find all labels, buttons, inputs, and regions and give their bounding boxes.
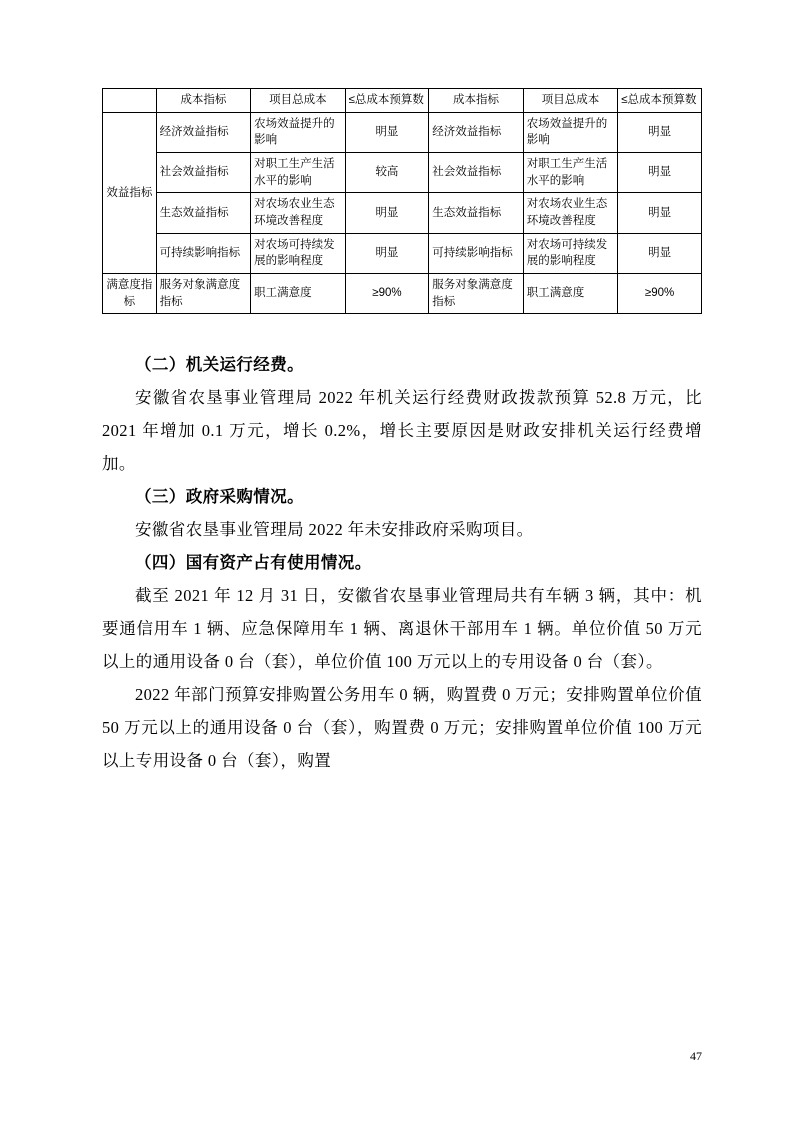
table-row <box>103 112 702 152</box>
row-category-cell: 满意度指标 <box>103 274 157 314</box>
table-row <box>103 193 702 233</box>
section-heading-operating-expenses: （二）机关运行经费。 <box>135 355 304 375</box>
table-cell: 社会效益指标 <box>429 153 523 193</box>
table-cell: 对农场农业生态环境改善程度 <box>251 193 345 233</box>
paragraph-operating-expenses: 安徽省农垦事业管理局 2022 年机关运行经费财政拨款预算 52.8 万元，比 2021 年增加 0.1 万元，增长 0.2%，增长主要原因是财政安排机关运行经费增加。 <box>102 388 702 474</box>
table-cell: 对职工生产生活水平的影响 <box>523 153 617 193</box>
table-cell: 明显 <box>345 112 429 152</box>
paragraph-government-procurement: 安徽省农垦事业管理局 2022 年未安排政府采购项目。 <box>135 520 534 540</box>
table-cell: 明显 <box>618 112 702 152</box>
table-cell: 对农场可持续发展的影响程度 <box>523 233 617 273</box>
performance-metrics-table <box>102 88 702 314</box>
page-number: 47 <box>690 1049 702 1063</box>
table-row <box>103 233 702 273</box>
paragraph-state-assets-current: 截至 2021 年 12 月 31 日，安徽省农垦事业管理局共有车辆 3 辆，其中：机要通信用车 1 辆、应急保障用车 1 辆、离退休干部用车 1 辆。单位价值 50 万元以上的通用设备 0 台（套），单位价值 100 万元以上的专用设备 0 台（套）。 <box>102 586 702 672</box>
table-cell: 生态效益指标 <box>429 193 523 233</box>
table-header-cell: ≤总成本预算数 <box>345 89 429 113</box>
table-cell: 明显 <box>345 193 429 233</box>
table-cell: 对职工生产生活水平的影响 <box>251 153 345 193</box>
table-cell: 职工满意度 <box>251 274 345 314</box>
table-header-row <box>103 89 702 113</box>
table-cell: 可持续影响指标 <box>156 233 250 273</box>
table-cell: 服务对象满意度指标 <box>429 274 523 314</box>
table-cell: 明显 <box>345 233 429 273</box>
table-cell: 可持续影响指标 <box>429 233 523 273</box>
table-header-cell: ≤总成本预算数 <box>618 89 702 113</box>
table-header-cell: 成本指标 <box>429 89 523 113</box>
table-cell: 较高 <box>345 153 429 193</box>
table-header-cell: 项目总成本 <box>251 89 345 113</box>
table-header-cell <box>103 89 157 113</box>
table-cell: 明显 <box>618 153 702 193</box>
table-header-cell: 项目总成本 <box>523 89 617 113</box>
table-cell: 明显 <box>618 193 702 233</box>
table-cell: 经济效益指标 <box>429 112 523 152</box>
table-cell: 农场效益提升的影响 <box>251 112 345 152</box>
section-heading-state-assets: （四）国有资产占有使用情况。 <box>135 553 372 573</box>
table-cell: 服务对象满意度指标 <box>156 274 250 314</box>
section-heading-government-procurement: （三）政府采购情况。 <box>135 487 304 507</box>
table-cell: 对农场农业生态环境改善程度 <box>523 193 617 233</box>
table-cell: 社会效益指标 <box>156 153 250 193</box>
table-header-cell: 成本指标 <box>156 89 250 113</box>
table-cell: 农场效益提升的影响 <box>523 112 617 152</box>
table-cell: 对农场可持续发展的影响程度 <box>251 233 345 273</box>
table-cell: 明显 <box>618 233 702 273</box>
table-cell: 生态效益指标 <box>156 193 250 233</box>
row-category-cell: 效益指标 <box>103 112 157 273</box>
table-cell: 经济效益指标 <box>156 112 250 152</box>
table-cell: 职工满意度 <box>523 274 617 314</box>
table-row <box>103 153 702 193</box>
section-spacer <box>102 314 702 348</box>
table-cell: ≥90% <box>618 274 702 314</box>
table-cell: ≥90% <box>345 274 429 314</box>
table-row <box>103 274 702 314</box>
paragraph-state-assets-budget: 2022 年部门预算安排购置公务用车 0 辆，购置费 0 万元；安排购置单位价值 50 万元以上的通用设备 0 台（套），购置费 0 万元；安排购置单位价值 100 万元以上专用设备 0 台（套），购置 <box>102 685 702 771</box>
